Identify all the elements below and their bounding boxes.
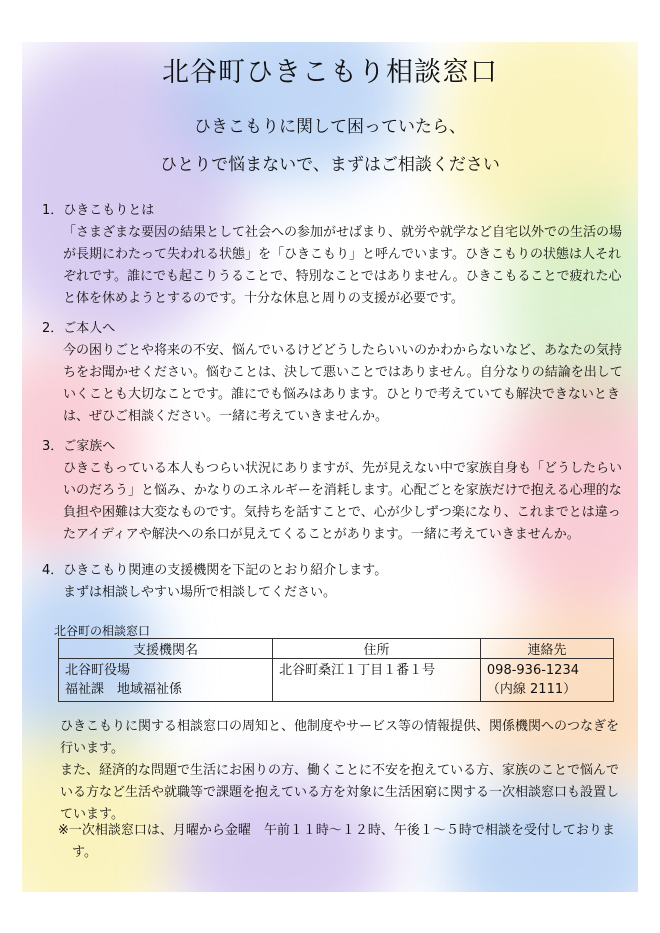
section-body: ひきこもっている本人もつらい状況にありますが、先が見えない中で家族自身も「どうしたらいいのだろう」と悩み、かなりのエネルギーを消耗します。心配ごとを家族だけで抱える心理的な負担や困難は大変なものです。気持ちを話すことで、心が少しずつ楽になり、これまでとは違ったアイディアや解決への糸口が見えてくることがあります。一緒に考えていきませんか。: [63, 461, 623, 542]
page-title: 北谷町ひきこもり相談窓口: [162, 57, 498, 88]
organization-name: 北谷町役場: [65, 663, 131, 678]
table-caption: 北谷町の相談窓口: [54, 624, 151, 638]
service-paragraph: また、経済的な問題で生活にお困りの方、働くことに不安を抱えている方、家族のことで悩んでいる方など生活や就職等で課題を抱えている方を対象に生活困窮に関する一次相談窓口も設置しています。: [60, 763, 620, 822]
section-heading: 4．ひきこもり関連の支援機関を下記のとおり紹介します。: [42, 563, 388, 578]
hours-note-text: ※一次相談窓口は、月曜から金曜 午前１１時～１２時、午後１～５時で相談を受付しております。: [58, 823, 615, 860]
section-heading: 3．ご家族へ: [42, 439, 116, 454]
cell-organization: [59, 659, 273, 702]
service-description: [60, 716, 626, 826]
hours-note: [58, 820, 628, 864]
section-to-person: [42, 318, 632, 428]
header-contact: 連絡先: [480, 639, 613, 659]
section-heading: 2．ご本人へ: [42, 321, 116, 336]
contact-table: [58, 638, 614, 702]
header-organization: 支援機関名: [59, 639, 273, 659]
service-paragraph: ひきこもりに関する相談窓口の周知と、他制度やサービス等の情報提供、関係機関へのつなぎを行います。: [60, 719, 620, 756]
table-row: [59, 659, 614, 702]
header-address: 住所: [273, 639, 481, 659]
organization-department: 福祉課 地域福祉係: [65, 682, 183, 697]
subtitle-line-2: ひとりで悩まないで、まずはご相談ください: [160, 155, 500, 175]
table-header-row: [59, 639, 614, 659]
subtitle-line-1: ひきこもりに関して困っていたら、: [194, 117, 466, 137]
section-to-family: [42, 436, 632, 546]
section-heading: 1．ひきこもりとは: [42, 203, 155, 218]
section-body: まずは相談しやすい場所で相談してください。: [63, 585, 337, 600]
phone-extension: （内線 2111）: [486, 682, 577, 697]
section-body: 今の困りごとや将来の不安、悩んでいるけどどうしたらいいのかわからないなど、あなたの気持ちをお聞かせください。悩むことは、決して悪いことではありません。自分なりの結論を出していくことも大切なことです。誰にでも悩みはあります。ひとりで考えていても解決できないときは、ぜひご相談ください。一緒に考えていきませんか。: [63, 343, 623, 424]
cell-address: 北谷町桑江１丁目１番１号: [273, 659, 481, 702]
phone-number: 098-936-1234: [486, 663, 579, 678]
section-what-is-hikikomori: [42, 200, 632, 310]
section-body: 「さまざまな要因の結果として社会への参加がせばまり、就労や就学など自宅以外での生活の場が長期にわたって失われる状態」を「ひきこもり」と呼んでいます。ひきこもりの状態は人それぞれです。誰にでも起こりうることで、特別なことではありません。ひきこもることで疲れた心と体を休めようとするのです。十分な休息と周りの支援が必要です。: [63, 225, 623, 306]
section-support-organizations: [42, 560, 632, 604]
cell-contact: [480, 659, 613, 702]
